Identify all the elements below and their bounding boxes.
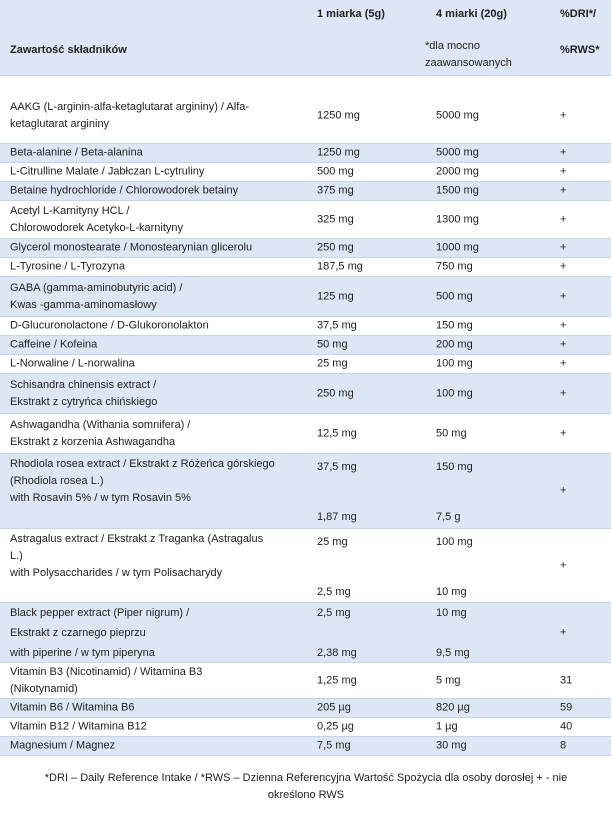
value-1-scoop-sub: 1,87 mg <box>317 511 357 523</box>
ingredient-name: L-Tyrosine / L-Tyrozyna <box>10 260 125 273</box>
value-1-scoop: 0,25 µg <box>317 720 354 733</box>
ingredient-name: Glycerol monostearate / Monostearynian glicerolu <box>10 241 253 254</box>
ingredient-name: Ashwagandha (Withania somnifera) / <box>10 418 191 431</box>
value-dri: + <box>560 319 567 332</box>
value-dri: 31 <box>560 674 573 686</box>
value-dri: 40 <box>560 720 573 733</box>
value-dri: + <box>560 338 567 351</box>
table-row <box>0 317 611 336</box>
value-4-scoops: 150 mg <box>436 461 473 473</box>
value-1-scoop: 187,5 mg <box>317 260 363 273</box>
value-1-scoop: 375 mg <box>317 184 354 197</box>
ingredient-name: (Nikotynamid) <box>10 682 78 695</box>
value-4-scoops: 820 µg <box>436 701 470 714</box>
header-serving-1: 1 miarka (5g) <box>317 8 385 20</box>
value-4-scoops: 200 mg <box>436 338 473 351</box>
header-note-2: zaawansowanych <box>425 57 512 69</box>
ingredient-sub-name: with Rosavin 5% / w tym Rosavin 5% <box>10 492 191 504</box>
value-4-scoops: 50 mg <box>436 427 467 439</box>
value-1-scoop: 50 mg <box>317 338 348 351</box>
value-4-scoops: 5 mg <box>436 674 461 686</box>
table-spacer <box>0 76 611 88</box>
ingredient-name: Vitamin B3 (Nicotinamid) / Witamina B3 <box>10 665 203 678</box>
footnote-line: *DRI – Daily Reference Intake / *RWS – Dzienna Referencyjna Wartość Spożycia dla osoby dorosłej + - nie <box>44 772 568 784</box>
value-4-scoops-sub: 9,5 mg <box>436 647 470 659</box>
table-row <box>0 718 611 737</box>
table-row <box>0 201 611 239</box>
value-4-scoops: 1500 mg <box>436 184 479 197</box>
value-4-scoops: 100 mg <box>436 357 473 370</box>
value-1-scoop: 37,5 mg <box>317 461 357 473</box>
table-row <box>0 144 611 163</box>
table-row <box>0 414 611 454</box>
header-rws: %RWS* <box>560 44 600 56</box>
table-row <box>0 374 611 414</box>
ingredient-name: Schisandra chinensis extract / <box>10 378 157 391</box>
table-row <box>0 258 611 277</box>
value-dri: + <box>560 241 567 254</box>
value-1-scoop: 7,5 mg <box>317 739 351 752</box>
ingredient-name: Ekstrakt z cytryńca chińskiego <box>10 395 158 408</box>
ingredient-name: Acetyl L-Karnityny HCL / <box>10 204 130 217</box>
ingredient-name: Magnesium / Magnez <box>10 739 116 752</box>
header-serving-4: 4 miarki (20g) <box>436 8 507 20</box>
table-row <box>0 182 611 201</box>
table-row <box>0 239 611 258</box>
footnote-line: określono RWS <box>267 789 345 801</box>
value-1-scoop: 1250 mg <box>317 146 360 159</box>
value-1-scoop: 500 mg <box>317 165 354 178</box>
ingredient-sub-name: with piperine / w tym piperyna <box>10 647 155 659</box>
ingredient-name: Vitamin B12 / Witamina B12 <box>10 720 147 733</box>
value-4-scoops: 750 mg <box>436 260 473 273</box>
ingredient-name: (Rhodiola rosea L.) <box>10 475 104 487</box>
ingredient-name: Black pepper extract (Piper nigrum) / <box>10 607 190 619</box>
ingredient-name: ketaglutarat argininy <box>10 117 110 130</box>
value-1-scoop-sub: 2,38 mg <box>317 647 357 659</box>
value-1-scoop: 325 mg <box>317 213 354 225</box>
value-4-scoops: 10 mg <box>436 607 467 619</box>
value-1-scoop: 250 mg <box>317 241 354 254</box>
ingredient-name: L-Norwaline / L-norwalina <box>10 357 135 370</box>
value-4-scoops-sub: 10 mg <box>436 586 467 598</box>
table-row <box>0 454 611 529</box>
ingredient-name: Astragalus extract / Ekstrakt z Traganka (Astragalus <box>10 533 264 545</box>
value-4-scoops: 2000 mg <box>436 165 479 178</box>
value-1-scoop: 125 mg <box>317 290 354 302</box>
value-dri: + <box>560 387 567 399</box>
value-1-scoop: 1,25 mg <box>317 674 357 686</box>
value-dri: + <box>560 260 567 273</box>
value-4-scoops: 1300 mg <box>436 213 479 225</box>
value-4-scoops: 150 mg <box>436 319 473 332</box>
value-dri: + <box>560 290 567 302</box>
ingredient-name: Ekstrakt z czarnego pieprzu <box>10 627 146 639</box>
table-row <box>0 336 611 355</box>
ingredient-name: Rhodiola rosea extract / Ekstrakt z Różeńca górskiego <box>10 458 275 470</box>
ingredient-name: Caffeine / Kofeina <box>10 338 98 351</box>
ingredient-name: L-Citrulline Malate / Jabłczan L-cytruliny <box>10 165 205 178</box>
value-4-scoops: 5000 mg <box>436 146 479 159</box>
header-note-1: *dla mocno <box>425 40 481 52</box>
value-1-scoop: 250 mg <box>317 387 354 399</box>
ingredient-name: Betaine hydrochloride / Chlorowodorek betainy <box>10 184 239 197</box>
value-1-scoop: 2,5 mg <box>317 607 351 619</box>
value-1-scoop: 205 µg <box>317 701 351 714</box>
value-4-scoops: 5000 mg <box>436 109 479 121</box>
table-header <box>0 0 611 76</box>
value-1-scoop-sub: 2,5 mg <box>317 586 351 598</box>
footnote <box>0 770 612 804</box>
value-dri: 8 <box>560 739 567 752</box>
table-row <box>0 699 611 718</box>
ingredient-name: GABA (gamma-aminobutyric acid) / <box>10 281 183 294</box>
ingredient-name: L.) <box>10 550 23 562</box>
table-row <box>0 603 611 663</box>
table-row <box>0 277 611 317</box>
value-dri: + <box>560 484 567 497</box>
value-4-scoops: 500 mg <box>436 290 473 302</box>
value-dri: + <box>560 165 567 178</box>
table-row <box>0 355 611 374</box>
ingredient-name: Kwas -gamma-aminomasłowy <box>10 298 157 311</box>
value-1-scoop: 25 mg <box>317 536 348 548</box>
table-row <box>0 88 611 144</box>
value-4-scoops-sub: 7,5 g <box>436 511 461 523</box>
value-dri: + <box>560 357 567 370</box>
value-1-scoop: 1250 mg <box>317 109 360 121</box>
ingredient-name: Chlorowodorek Acetyko-L-karnityny <box>10 221 184 234</box>
ingredient-sub-name: with Polysaccharides / w tym Polisacharydy <box>10 567 223 579</box>
table-row <box>0 663 611 699</box>
value-dri: + <box>560 559 567 571</box>
ingredient-name: AAKG (L-arginin-alfa-ketaglutarat argininy) / Alfa- <box>10 100 250 113</box>
value-dri: 59 <box>560 701 573 714</box>
header-ingredients: Zawartość składników <box>10 44 127 56</box>
ingredient-name: D-Glucuronolactone / D-Glukoronolakton <box>10 319 209 332</box>
header-dri: %DRI*/ <box>560 8 597 20</box>
value-dri: + <box>560 146 567 159</box>
ingredient-name: Ekstrakt z korzenia Ashwagandha <box>10 435 176 448</box>
value-dri: + <box>560 184 567 197</box>
ingredient-name: Beta-alanine / Beta-alanina <box>10 146 143 159</box>
value-dri: + <box>560 109 567 121</box>
table-row <box>0 529 611 603</box>
value-1-scoop: 12,5 mg <box>317 427 357 439</box>
value-4-scoops: 1 µg <box>436 720 458 733</box>
ingredient-name: Vitamin B6 / Witamina B6 <box>10 701 135 714</box>
value-4-scoops: 100 mg <box>436 387 473 399</box>
table-row <box>0 163 611 182</box>
table-row <box>0 737 611 756</box>
value-4-scoops: 100 mg <box>436 536 473 548</box>
value-1-scoop: 37,5 mg <box>317 319 357 332</box>
value-dri: + <box>560 213 567 225</box>
value-dri: + <box>560 626 567 638</box>
value-4-scoops: 1000 mg <box>436 241 479 254</box>
value-dri: + <box>560 427 567 439</box>
value-1-scoop: 25 mg <box>317 357 348 370</box>
value-4-scoops: 30 mg <box>436 739 467 752</box>
